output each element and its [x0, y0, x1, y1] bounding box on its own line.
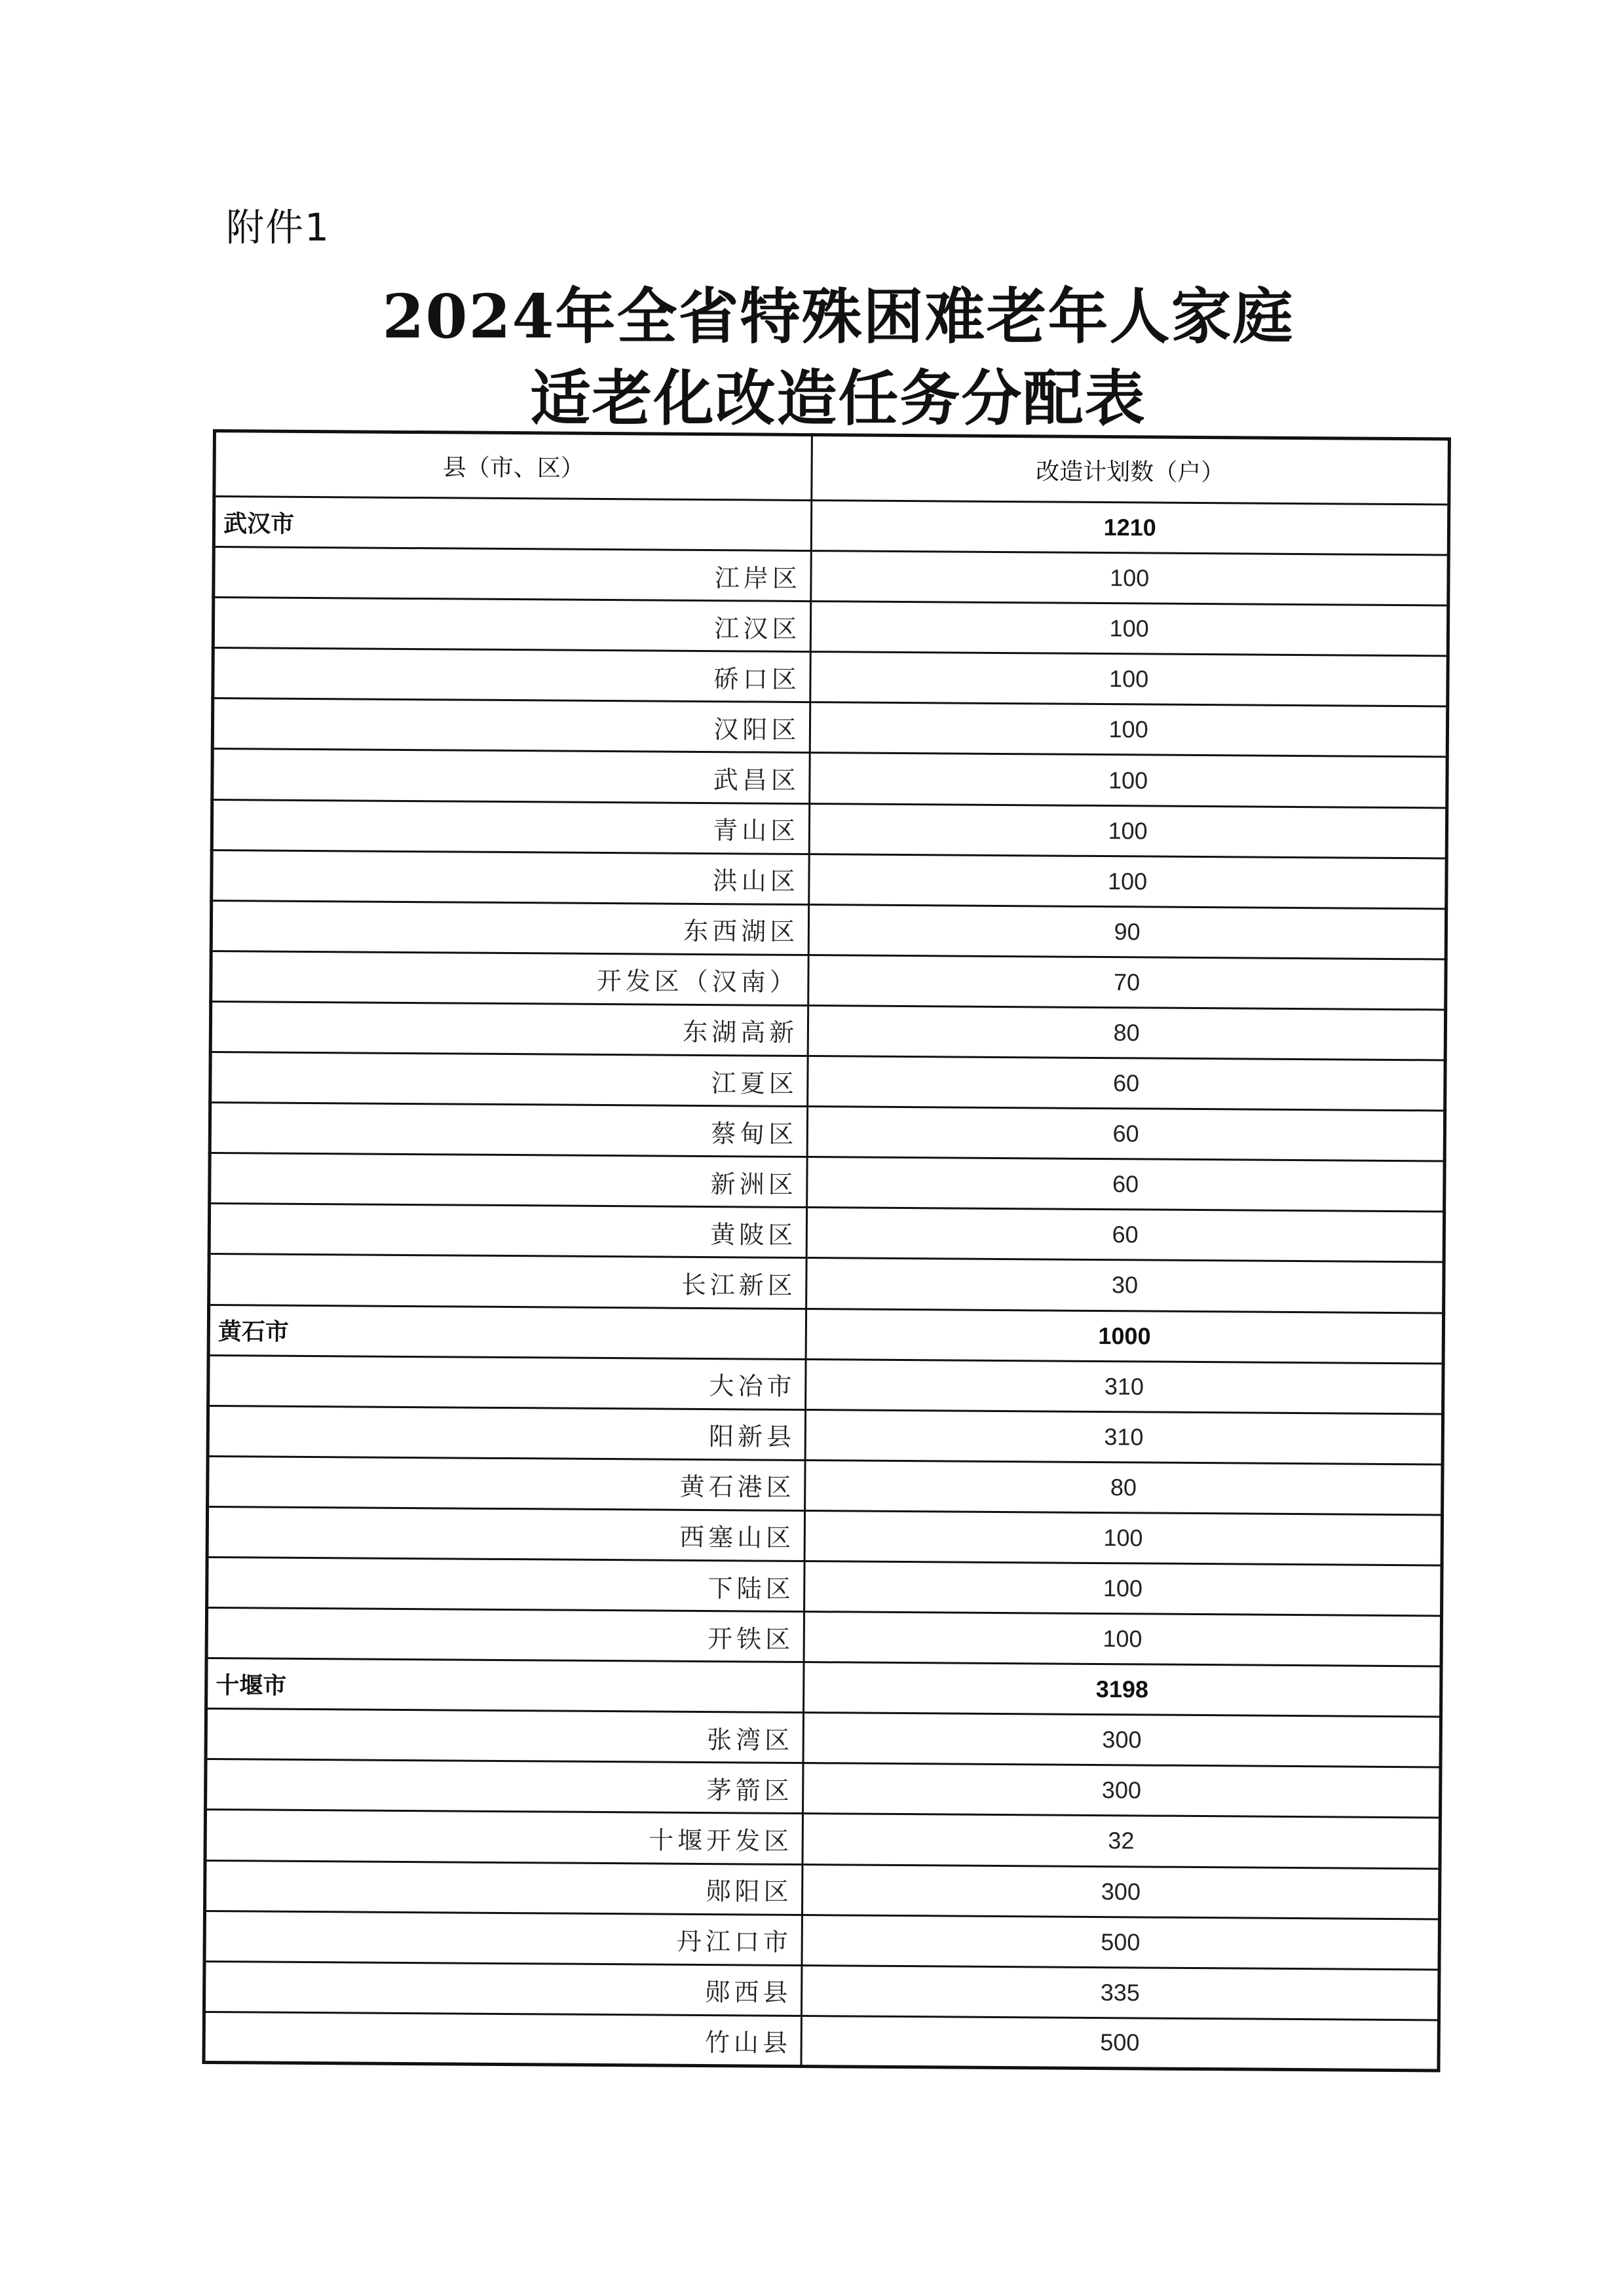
district-name: 郧西县 — [204, 1961, 802, 2016]
plan-count: 32 — [803, 1814, 1440, 1869]
plan-count: 100 — [804, 1561, 1442, 1616]
plan-count: 60 — [807, 1107, 1445, 1162]
table-row — [206, 1608, 1441, 1667]
header-county: 县（市、区） — [214, 431, 812, 501]
city-name: 武汉市 — [214, 497, 812, 551]
plan-count: 500 — [802, 1915, 1439, 1970]
plan-count: 100 — [810, 803, 1447, 858]
table-header-row — [214, 431, 1450, 505]
city-total: 3198 — [804, 1662, 1441, 1717]
district-name: 阳新县 — [208, 1406, 806, 1460]
table-row — [208, 1456, 1443, 1515]
table-row — [213, 598, 1448, 657]
plan-count: 100 — [810, 652, 1448, 707]
table-row — [207, 1506, 1442, 1565]
plan-count: 300 — [803, 1713, 1441, 1768]
table-row — [209, 1204, 1444, 1263]
city-total: 1000 — [806, 1309, 1443, 1364]
table-row — [205, 1860, 1440, 1919]
district-name: 茅箭区 — [206, 1759, 804, 1814]
plan-count: 100 — [811, 602, 1448, 657]
plan-count: 100 — [811, 551, 1448, 606]
table-row — [210, 1103, 1445, 1162]
plan-count: 100 — [804, 1612, 1441, 1667]
plan-count: 100 — [804, 1510, 1442, 1565]
table-row — [204, 1961, 1439, 2020]
table-row — [211, 900, 1446, 959]
table-row — [213, 648, 1448, 707]
annex-label: 附件1 — [226, 205, 330, 250]
district-name: 十堰开发区 — [205, 1810, 803, 1864]
district-name: 东湖高新 — [210, 1001, 808, 1056]
district-name: 黄石港区 — [208, 1456, 806, 1510]
district-name: 新洲区 — [210, 1153, 808, 1208]
plan-count: 80 — [808, 1005, 1446, 1060]
city-name: 十堰市 — [206, 1658, 804, 1713]
table-row — [210, 1052, 1445, 1111]
table-row — [204, 2012, 1439, 2071]
table-row — [204, 1911, 1439, 1970]
table-row — [205, 1810, 1440, 1869]
plan-count: 100 — [810, 753, 1447, 808]
table-row — [212, 799, 1446, 858]
table-row — [208, 1355, 1443, 1414]
table-row — [206, 1709, 1441, 1768]
table-row — [211, 951, 1446, 1010]
city-row — [214, 497, 1448, 556]
document-title-line-2: 适老化改造任务分配表 — [530, 363, 1146, 434]
plan-count: 100 — [810, 702, 1448, 757]
district-name: 开发区（汉南） — [211, 951, 809, 1005]
district-name: 青山区 — [212, 799, 810, 854]
district-name: 丹江口市 — [204, 1911, 803, 1965]
plan-count: 60 — [806, 1208, 1444, 1263]
district-name: 郧阳区 — [205, 1860, 803, 1915]
plan-count: 100 — [809, 854, 1446, 909]
plan-count: 500 — [801, 2016, 1439, 2071]
document-title-line-1: 2024年全省特殊困难老年人家庭 — [382, 281, 1294, 352]
table-row — [212, 749, 1447, 808]
table-row — [206, 1759, 1441, 1818]
plan-count: 310 — [806, 1359, 1443, 1414]
table-row — [212, 850, 1446, 909]
district-name: 东西湖区 — [211, 900, 809, 955]
district-name: 下陆区 — [207, 1557, 805, 1611]
plan-count: 335 — [802, 1965, 1439, 2020]
district-name: 硚口区 — [213, 648, 811, 702]
table-body — [204, 497, 1449, 2071]
city-name: 黄石市 — [208, 1305, 806, 1359]
district-name: 大冶市 — [208, 1355, 806, 1409]
table-row — [208, 1406, 1443, 1464]
table-row — [209, 1254, 1444, 1313]
plan-count: 70 — [808, 955, 1446, 1010]
table-row — [207, 1557, 1442, 1616]
city-total: 1210 — [812, 501, 1449, 556]
district-name: 江汉区 — [213, 598, 811, 652]
city-row — [206, 1658, 1441, 1717]
district-name: 汉阳区 — [212, 698, 810, 753]
allocation-table-container — [202, 429, 1451, 2072]
district-name: 开铁区 — [206, 1608, 804, 1662]
table-row — [210, 1001, 1445, 1060]
table-row — [212, 698, 1447, 757]
header-plan-count: 改造计划数（户） — [812, 435, 1449, 505]
district-name: 江岸区 — [214, 547, 812, 602]
plan-count: 30 — [806, 1258, 1444, 1313]
allocation-table — [202, 429, 1451, 2072]
plan-count: 300 — [803, 1864, 1440, 1919]
city-row — [208, 1305, 1443, 1364]
plan-count: 300 — [803, 1763, 1441, 1818]
plan-count: 310 — [805, 1409, 1443, 1464]
plan-count: 80 — [805, 1460, 1443, 1515]
district-name: 蔡甸区 — [210, 1103, 808, 1157]
district-name: 洪山区 — [212, 850, 810, 904]
plan-count: 90 — [809, 904, 1446, 959]
plan-count: 60 — [807, 1157, 1445, 1212]
district-name: 张湾区 — [206, 1709, 804, 1763]
district-name: 西塞山区 — [207, 1506, 805, 1561]
table-row — [210, 1153, 1445, 1212]
district-name: 黄陂区 — [209, 1204, 807, 1258]
table-row — [214, 547, 1448, 606]
district-name: 武昌区 — [212, 749, 810, 803]
plan-count: 60 — [808, 1056, 1445, 1111]
district-name: 长江新区 — [209, 1254, 807, 1309]
district-name: 竹山县 — [204, 2012, 802, 2066]
district-name: 江夏区 — [210, 1052, 808, 1107]
